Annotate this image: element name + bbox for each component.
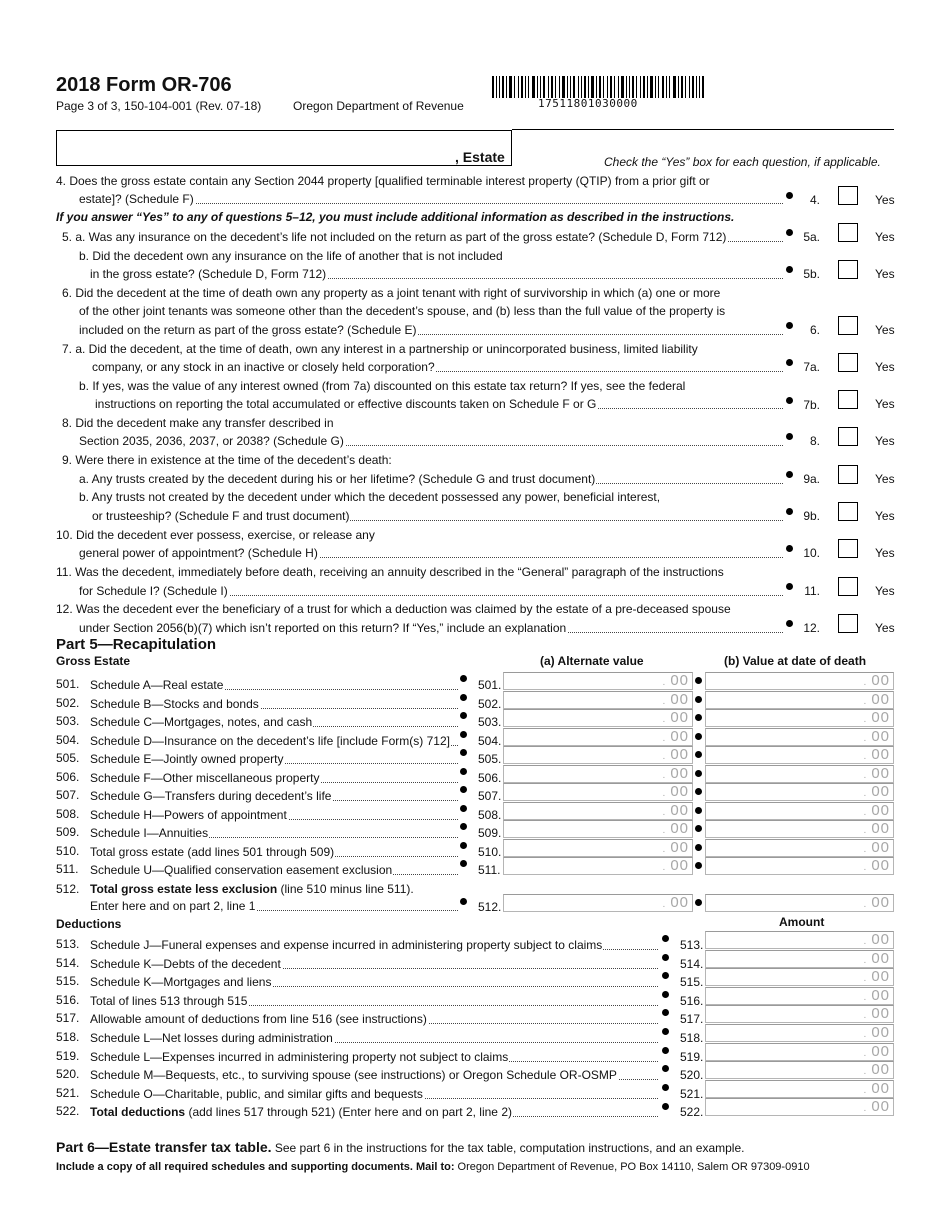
row-501-date-of-death-field[interactable] (705, 672, 894, 690)
row-505-alternate-value-field[interactable] (503, 746, 693, 764)
row-512-label-bold: Total gross estate less exclusion (90, 882, 278, 896)
row-503-alternate-value-field[interactable] (503, 709, 693, 727)
cents-placeholder: . 00 (662, 709, 689, 726)
row-506-number: 506. (56, 769, 80, 784)
header-rule (512, 129, 894, 130)
date-of-death-value-header: (b) Value at date of death (724, 654, 867, 668)
required-dot (662, 1084, 669, 1091)
row-507-alternate-value-field[interactable] (503, 783, 693, 801)
cents-placeholder: . 00 (863, 709, 890, 726)
barcode-image (492, 76, 704, 98)
row-522-amount-field[interactable] (705, 1098, 894, 1116)
cents-placeholder: . 00 (863, 1042, 890, 1060)
row-519-ref: 519. (680, 1049, 704, 1064)
row-503-ref: 503. (478, 715, 502, 729)
cents-placeholder: . 00 (662, 746, 689, 763)
gross-estate-header: Gross Estate (56, 654, 131, 668)
row-507-date-of-death-field[interactable] (705, 783, 894, 801)
row-503-date-of-death-field[interactable] (705, 709, 894, 727)
question-6-line3: included on the return as part of the gross estate? (Schedule E) (79, 322, 783, 339)
row-514-ref: 514. (680, 956, 704, 971)
row-516-label: Total of lines 513 through 515 (90, 993, 658, 1010)
row-501-number: 501. (56, 677, 80, 691)
required-dot (662, 935, 669, 942)
row-519-number: 519. (56, 1048, 80, 1063)
cents-placeholder: . 00 (863, 1005, 890, 1023)
row-517-ref: 517. (680, 1012, 704, 1027)
question-12-line1: 12. Was the decedent ever the beneficiary of a trust for which a deduction was claimed by the estate of a pre-deceased spouse (56, 602, 731, 616)
required-dot (695, 714, 702, 721)
required-dot (695, 788, 702, 795)
yes-label: Yes (875, 267, 895, 281)
required-dot (662, 1065, 669, 1072)
row-510-label: Total gross estate (add lines 501 through 509) (90, 844, 458, 861)
row-521-label: Schedule O—Charitable, public, and similar gifts and bequests (90, 1086, 658, 1103)
row-501-ref: 501. (478, 678, 502, 692)
row-515-number: 515. (56, 974, 80, 989)
cents-placeholder: . 00 (863, 1024, 890, 1041)
question-4-line2: estate]? (Schedule F) (79, 191, 783, 208)
row-516-number: 516. (56, 992, 80, 1007)
part6-text: See part 6 in the instructions for the tax table, computation instructions, and an example. (271, 1141, 745, 1155)
row-509-ref: 509. (478, 826, 502, 840)
row-513-number: 513. (56, 937, 80, 951)
question-11-yes-checkbox[interactable] (838, 577, 858, 596)
row-518-label: Schedule L—Net losses during administration (90, 1030, 658, 1047)
required-dot (695, 807, 702, 814)
row-501-alternate-value-field[interactable] (503, 672, 693, 690)
cents-placeholder: . 00 (662, 672, 689, 689)
question-9a-line: a. Any trusts created by the decedent during his or her lifetime? (Schedule G and trust document) (79, 471, 783, 488)
question-9b-yes-checkbox[interactable] (838, 502, 858, 521)
cents-placeholder: . 00 (662, 857, 689, 874)
row-509-number: 509. (56, 825, 80, 839)
question-7b-line2: instructions on reporting the total accumulated or effective discounts taken on Schedule F or G (95, 396, 783, 413)
row-513-ref: 513. (680, 938, 704, 952)
row-509-date-of-death-field[interactable] (705, 820, 894, 838)
question-9b-line1: b. Any trusts not created by the decedent under which the decedent possessed any power, beneficial interest, (79, 490, 661, 504)
question-6-yes-checkbox[interactable] (838, 316, 858, 335)
yes-label: Yes (875, 323, 895, 337)
question-5b-number: 5b. (803, 267, 820, 281)
question-6-line2: of the other joint tenants was someone other than the decedent’s spouse, and (b) less than the full value of the property is (79, 304, 726, 318)
row-512-date-of-death-field[interactable] (705, 894, 894, 912)
row-518-ref: 518. (680, 1031, 704, 1045)
row-521-amount-field[interactable] (705, 1080, 894, 1098)
row-520-amount-field[interactable] (705, 1061, 894, 1079)
row-507-ref: 507. (478, 789, 502, 803)
row-516-ref: 516. (680, 993, 704, 1008)
row-514-number: 514. (56, 955, 80, 970)
yes-label: Yes (875, 509, 895, 523)
row-517-label: Allowable amount of deductions from line 516 (see instructions) (90, 1011, 658, 1028)
required-dot (662, 1047, 669, 1054)
question-7b-number: 7b. (803, 398, 820, 412)
row-504-number: 504. (56, 732, 80, 747)
row-507-number: 507. (56, 788, 80, 802)
row-505-ref: 505. (478, 752, 502, 766)
estate-name-field[interactable] (56, 130, 512, 166)
question-5a-number: 5a. (803, 230, 820, 244)
required-dot (460, 731, 467, 738)
cents-placeholder: . 00 (863, 857, 890, 874)
required-dot (460, 860, 467, 867)
yes-label: Yes (875, 584, 895, 598)
cents-placeholder: . 00 (863, 894, 890, 911)
cents-placeholder: . 00 (863, 986, 890, 1004)
question-11-number: 11. (804, 584, 820, 598)
row-510-number: 510. (56, 843, 80, 858)
required-dot (460, 768, 467, 775)
row-515-ref: 515. (680, 975, 704, 990)
required-dot (662, 1028, 669, 1035)
cents-placeholder: . 00 (863, 931, 890, 948)
question-5a-yes-checkbox[interactable] (838, 223, 858, 242)
row-506-alternate-value-field[interactable] (503, 765, 693, 783)
row-512-label-line2: Enter here and on part 2, line 1 (90, 898, 458, 915)
row-506-label: Schedule F—Other miscellaneous property (90, 770, 458, 787)
required-dot (460, 805, 467, 812)
cents-placeholder: . 00 (662, 783, 689, 800)
question-9a-number: 9a. (803, 472, 820, 486)
row-514-amount-field[interactable] (705, 950, 894, 968)
barcode-number: 17511801030000 (538, 97, 638, 110)
department-name: Oregon Department of Revenue (293, 99, 464, 113)
row-510-ref: 510. (478, 844, 502, 859)
yes-label: Yes (875, 397, 895, 411)
row-505-label: Schedule E—Jointly owned property (90, 751, 458, 768)
cents-placeholder: . 00 (863, 968, 890, 986)
amount-header: Amount (779, 915, 825, 929)
question-5b-yes-checkbox[interactable] (838, 260, 858, 279)
mailing-instructions (56, 1161, 810, 1173)
row-508-label: Schedule H—Powers of appointment (90, 807, 458, 824)
row-522-ref: 522. (680, 1105, 704, 1119)
cents-placeholder: . 00 (863, 672, 890, 689)
deductions-header: Deductions (56, 917, 122, 931)
required-dot (695, 677, 702, 684)
row-512-alternate-value-field[interactable] (503, 894, 693, 912)
row-517-amount-field[interactable] (705, 1005, 894, 1023)
row-514-label: Schedule K—Debts of the decedent (90, 956, 658, 973)
form-title: 2018 Form OR-706 (56, 74, 232, 96)
row-521-number: 521. (56, 1085, 80, 1100)
question-9b-line2: or trusteeship? (Schedule F and trust document) (92, 508, 783, 525)
estate-label: , Estate (455, 149, 505, 165)
required-dot (695, 770, 702, 777)
yes-label: Yes (875, 546, 895, 560)
row-511-alternate-value-field[interactable] (503, 857, 693, 875)
required-dot (662, 954, 669, 961)
alternate-value-header: (a) Alternate value (540, 654, 644, 668)
row-520-label: Schedule M—Bequests, etc., to surviving spouse (see instructions) or Oregon Schedule OR-OSMP (90, 1067, 658, 1084)
row-518-number: 518. (56, 1030, 80, 1044)
row-505-date-of-death-field[interactable] (705, 746, 894, 764)
cents-placeholder: . 00 (662, 690, 689, 708)
row-507-label: Schedule G—Transfers during decedent’s life (90, 788, 458, 805)
question-12-yes-checkbox[interactable] (838, 614, 858, 633)
question-4-number: 4. (809, 193, 820, 207)
cents-placeholder: . 00 (863, 1098, 890, 1115)
row-508-alternate-value-field[interactable] (503, 802, 693, 820)
row-512-label-line1 (90, 882, 414, 896)
row-522-label: Total deductions (add lines 517 through 521) (Enter here and on part 2, line 2) (90, 1104, 658, 1121)
row-511-number: 511. (56, 862, 79, 876)
question-5a-line: 5. a. Was any insurance on the decedent’s life not included on the return as part of the gross estate? (Schedule D, Form 712) (62, 229, 783, 246)
row-521-ref: 521. (680, 1086, 704, 1101)
mailing-address: Oregon Department of Revenue, PO Box 14110, Salem OR 97309-0910 (454, 1161, 810, 1173)
page-info: Page 3 of 3, 150-104-001 (Rev. 07-18) (56, 99, 262, 113)
required-dot (695, 751, 702, 758)
required-dot (460, 694, 467, 701)
row-515-amount-field[interactable] (705, 968, 894, 986)
cents-placeholder: . 00 (662, 764, 689, 782)
required-dot (695, 825, 702, 832)
instruction-note: If you answer “Yes” to any of questions 5–12, you must include additional information as described in the instructions. (56, 210, 735, 224)
row-517-number: 517. (56, 1011, 80, 1026)
yes-label: Yes (875, 472, 895, 486)
row-509-alternate-value-field[interactable] (503, 820, 693, 838)
row-501-label: Schedule A—Real estate (90, 677, 458, 694)
required-dot (460, 675, 467, 682)
row-519-label: Schedule L—Expenses incurred in administering property not subject to claims (90, 1049, 658, 1066)
row-502-ref: 502. (478, 696, 502, 711)
row-502-label: Schedule B—Stocks and bonds (90, 696, 458, 713)
question-7a-line2: company, or any stock in an inactive or closely held corporation? (92, 359, 783, 376)
required-dot (460, 712, 467, 719)
question-8-number: 8. (809, 434, 820, 448)
cents-placeholder: . 00 (863, 764, 890, 782)
cents-placeholder: . 00 (863, 690, 890, 708)
row-504-date-of-death-field[interactable] (705, 728, 894, 746)
required-dot (662, 1103, 669, 1110)
required-dot (662, 1009, 669, 1016)
cents-placeholder: . 00 (863, 783, 890, 800)
question-12-line2: under Section 2056(b)(7) which isn’t reported on this return? If “Yes,” include an explanation (79, 620, 783, 637)
row-502-date-of-death-field[interactable] (705, 691, 894, 709)
question-5b-line2: in the gross estate? (Schedule D, Form 712) (90, 266, 783, 283)
row-516-amount-field[interactable] (705, 987, 894, 1005)
row-508-ref: 508. (478, 807, 502, 822)
required-dot (695, 696, 702, 703)
question-6-number: 6. (809, 323, 820, 337)
cents-placeholder: . 00 (863, 727, 890, 745)
cents-placeholder: . 00 (863, 801, 890, 819)
required-dot (460, 898, 467, 905)
cents-placeholder: . 00 (863, 1079, 890, 1097)
row-520-number: 520. (56, 1067, 80, 1082)
question-9-line1: 9. Were there in existence at the time of the decedent’s death: (62, 453, 392, 467)
cents-placeholder: . 00 (863, 838, 890, 856)
required-dot (662, 991, 669, 998)
question-11-line2: for Schedule I? (Schedule I) (79, 583, 783, 600)
row-508-date-of-death-field[interactable] (705, 802, 894, 820)
question-5b-line1: b. Did the decedent own any insurance on the life of another that is not included (79, 249, 503, 263)
check-yes-note: Check the “Yes” box for each question, if applicable. (604, 155, 881, 169)
part6-title: Part 6—Estate transfer tax table. (56, 1139, 272, 1155)
question-7a-number: 7a. (803, 360, 820, 374)
required-dot (695, 899, 702, 906)
question-4-yes-checkbox[interactable] (838, 186, 858, 205)
required-dot (695, 862, 702, 869)
row-512-number: 512. (56, 882, 80, 896)
cents-placeholder: . 00 (662, 894, 689, 911)
required-dot (460, 842, 467, 849)
question-10-number: 10. (803, 546, 820, 560)
part5-title: Part 5—Recapitulation (56, 636, 217, 653)
question-7a-line1: 7. a. Did the decedent, at the time of death, own any interest in a partnership or unincorporated business, limited liability (62, 342, 698, 356)
row-509-label: Schedule I—Annuities (90, 825, 458, 842)
required-dot (695, 844, 702, 851)
required-dot (695, 733, 702, 740)
row-513-amount-field[interactable] (705, 931, 894, 949)
question-8-yes-checkbox[interactable] (838, 427, 858, 446)
question-10-line2: general power of appointment? (Schedule H) (79, 545, 783, 562)
row-508-number: 508. (56, 806, 80, 821)
row-515-label: Schedule K—Mortgages and liens (90, 974, 658, 991)
cents-placeholder: . 00 (662, 801, 689, 819)
yes-label: Yes (875, 621, 895, 635)
row-513-label: Schedule J—Funeral expenses and expense incurred in administering property subject to claims (90, 937, 658, 954)
question-4-line1: 4. Does the gross estate contain any Section 2044 property [qualified terminable interest property (QTIP) from a prior gift or (56, 174, 710, 188)
yes-label: Yes (875, 193, 895, 207)
question-6-line1: 6. Did the decedent at the time of death own any property as a joint tenant with right of survivorship in which (a) one or more (62, 286, 721, 300)
row-518-amount-field[interactable] (705, 1024, 894, 1042)
row-519-amount-field[interactable] (705, 1043, 894, 1061)
mailing-instructions-bold: Include a copy of all required schedules and supporting documents. Mail to: (56, 1161, 455, 1173)
question-7b-line1: b. If yes, was the value of any interest owned (from 7a) discounted on this estate tax return? If yes, see the federal (79, 379, 686, 393)
row-504-ref: 504. (478, 733, 502, 748)
row-503-label: Schedule C—Mortgages, notes, and cash (90, 714, 458, 731)
question-11-line1: 11. Was the decedent, immediately before death, receiving an annuity described in the “General” paragraph of the instructions (56, 565, 724, 579)
required-dot (460, 823, 467, 830)
cents-placeholder: . 00 (662, 838, 689, 856)
question-7a-yes-checkbox[interactable] (838, 353, 858, 372)
row-504-alternate-value-field[interactable] (503, 728, 693, 746)
row-511-date-of-death-field[interactable] (705, 857, 894, 875)
row-511-ref: 511. (478, 863, 501, 877)
row-511-label: Schedule U—Qualified conservation easement exclusion (90, 862, 458, 879)
row-520-ref: 520. (680, 1068, 704, 1083)
row-505-number: 505. (56, 751, 80, 765)
required-dot (460, 749, 467, 756)
part6-section (56, 1139, 744, 1155)
cents-placeholder: . 00 (863, 1061, 890, 1079)
yes-label: Yes (875, 434, 895, 448)
row-522-number: 522. (56, 1104, 80, 1118)
cents-placeholder: . 00 (662, 820, 689, 837)
row-502-number: 502. (56, 695, 80, 710)
question-9a-yes-checkbox[interactable] (838, 465, 858, 484)
row-503-number: 503. (56, 714, 80, 728)
question-10-line1: 10. Did the decedent ever possess, exercise, or release any (56, 528, 375, 542)
required-dot (460, 786, 467, 793)
cents-placeholder: . 00 (863, 746, 890, 763)
cents-placeholder: . 00 (662, 727, 689, 745)
row-504-label: Schedule D—Insurance on the decedent’s life [include Form(s) 712] (90, 733, 458, 750)
required-dot (662, 972, 669, 979)
row-510-alternate-value-field[interactable] (503, 839, 693, 857)
cents-placeholder: . 00 (863, 949, 890, 967)
row-512-label-rest: (line 510 minus line 511). (277, 882, 414, 896)
row-506-date-of-death-field[interactable] (705, 765, 894, 783)
question-10-yes-checkbox[interactable] (838, 539, 858, 558)
yes-label: Yes (875, 230, 895, 244)
row-510-date-of-death-field[interactable] (705, 839, 894, 857)
question-12-number: 12. (803, 621, 820, 635)
row-502-alternate-value-field[interactable] (503, 691, 693, 709)
question-8-line2: Section 2035, 2036, 2037, or 2038? (Schedule G) (79, 433, 783, 450)
question-9b-number: 9b. (803, 509, 820, 523)
row-506-ref: 506. (478, 770, 502, 785)
yes-label: Yes (875, 360, 895, 374)
question-8-line1: 8. Did the decedent make any transfer described in (62, 416, 334, 430)
cents-placeholder: . 00 (863, 820, 890, 837)
question-7b-yes-checkbox[interactable] (838, 390, 858, 409)
row-512-ref: 512. (478, 900, 502, 914)
